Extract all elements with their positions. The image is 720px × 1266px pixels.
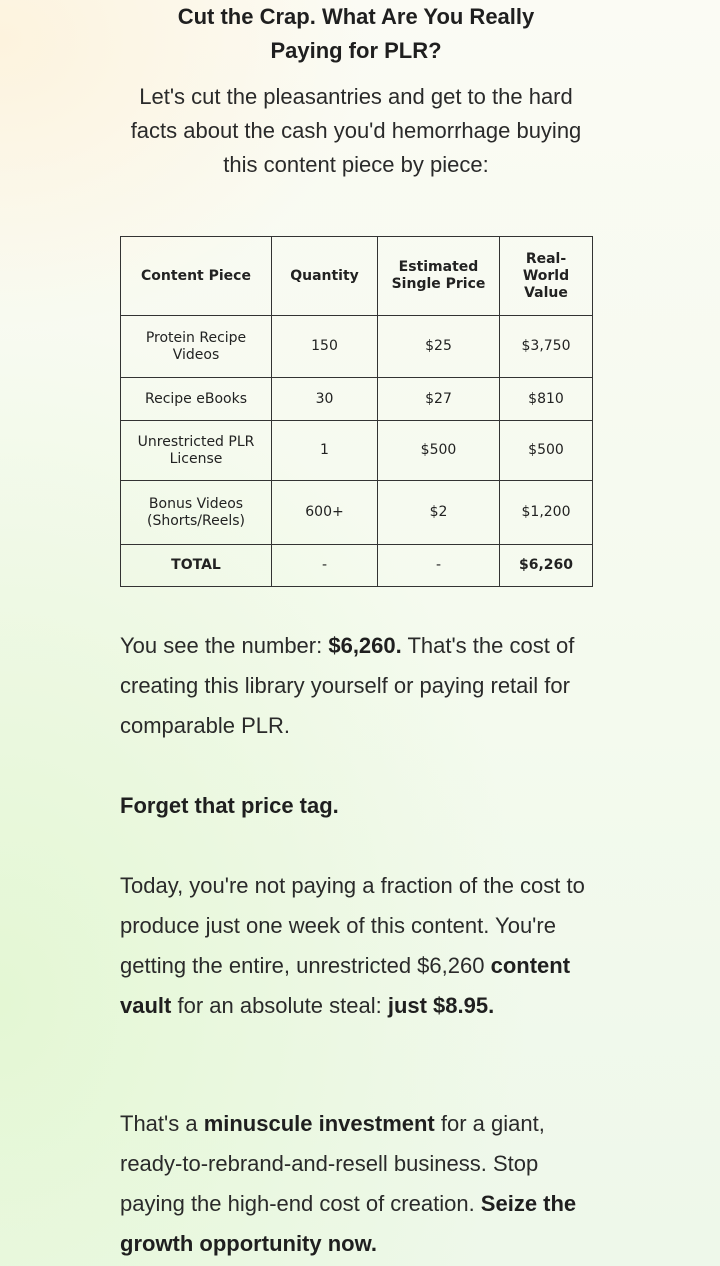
table-row <box>121 421 593 481</box>
table-cell: 30 <box>272 378 378 421</box>
table-cell: 600+ <box>272 481 378 545</box>
text-span: for a giant, ready-to-rebrand-and-resell business. Stop paying the high-end cost of creation. <box>120 1111 545 1216</box>
investment-highlight: minuscule investment <box>203 1111 435 1136</box>
text-span: That's a <box>120 1111 204 1136</box>
table-cell: $27 <box>378 378 500 421</box>
text-span: Today, you're not paying a fraction of the cost to produce just one week of this content. You're getting the entire, unrestricted $6,260 <box>120 873 585 978</box>
table-cell: Unrestricted PLR License <box>121 421 272 481</box>
headline <box>0 0 712 68</box>
call-to-action-paragraph <box>120 1104 600 1264</box>
value-comparison-table <box>120 236 593 587</box>
table-cell: Recipe eBooks <box>121 378 272 421</box>
total-amount: $6,260. <box>328 633 402 658</box>
table-cell: $500 <box>378 421 500 481</box>
table-cell: $3,750 <box>500 316 593 378</box>
column-header: Quantity <box>272 237 378 316</box>
table-cell: - <box>272 545 378 587</box>
content-vault-highlight: content vault <box>120 953 571 1018</box>
total-value: $6,260 <box>500 545 593 587</box>
table-total-row <box>121 545 593 587</box>
column-header: Real-World Value <box>500 237 593 316</box>
table-cell: $2 <box>378 481 500 545</box>
table-cell: - <box>378 545 500 587</box>
table-cell: $1,200 <box>500 481 593 545</box>
text-span: That's the cost of creating this library yourself or paying retail for comparable PLR. <box>120 633 575 738</box>
offer-price: just $8.95. <box>387 993 495 1018</box>
table-row <box>121 378 593 421</box>
text-span: for an absolute steal: <box>171 993 388 1018</box>
table-row <box>121 481 593 545</box>
column-header: Estimated Single Price <box>378 237 500 316</box>
forget-price-heading: Forget that price tag. <box>120 793 339 818</box>
text-span: You see the number: <box>120 633 329 658</box>
table-cell: $810 <box>500 378 593 421</box>
table-row <box>121 316 593 378</box>
total-label: TOTAL <box>121 545 272 587</box>
table-cell: Protein Recipe Videos <box>121 316 272 378</box>
table-cell: 1 <box>272 421 378 481</box>
cta-highlight: Seize the growth opportunity now. <box>120 1191 577 1256</box>
table-cell: $500 <box>500 421 593 481</box>
table-header-row <box>121 237 593 316</box>
value-summary-paragraph <box>120 626 600 746</box>
table-cell: $25 <box>378 316 500 378</box>
intro-paragraph: Let's cut the pleasantries and get to the hard facts about the cash you'd hemorrhage buying this content piece by piece: <box>130 84 582 177</box>
headline-line-1: Cut the Crap. What Are You Really <box>177 4 535 29</box>
headline-line-2: Paying for PLR? <box>270 38 442 63</box>
offer-paragraph <box>120 866 600 1026</box>
table-cell: Bonus Videos (Shorts/Reels) <box>121 481 272 545</box>
column-header: Content Piece <box>121 237 272 316</box>
table-cell: 150 <box>272 316 378 378</box>
